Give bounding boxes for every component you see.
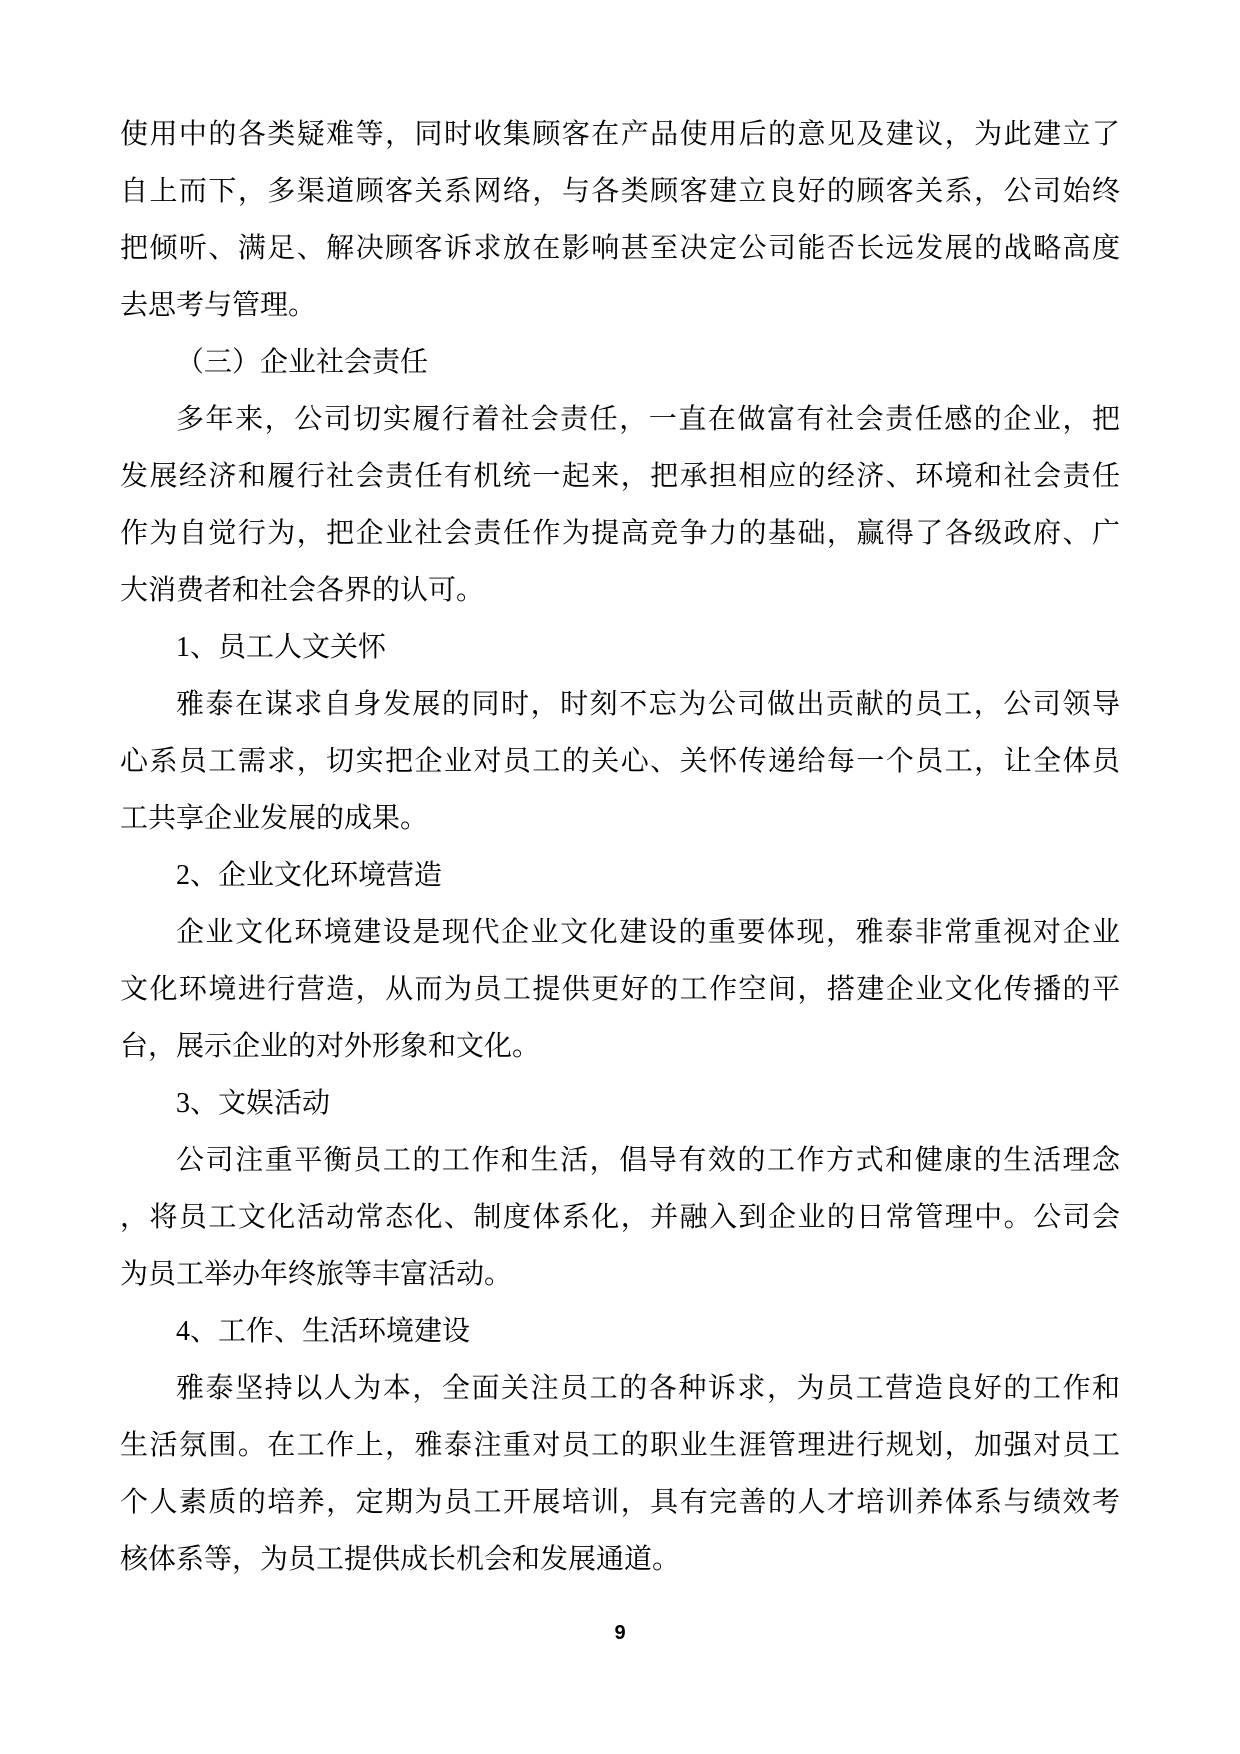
body-text-line: 台，展示企业的对外形象和文化。 (120, 1031, 541, 1062)
body-text-line: 作为自觉行为，把企业社会责任作为提高竞争力的基础，赢得了各级政府、广 (120, 518, 1120, 549)
body-text-line: 核体系等，为员工提供成长机会和发展通道。 (120, 1544, 681, 1575)
body-text-line: ，将员工文化活动常态化、制度体系化，并融入到企业的日常管理中。公司会 (120, 1202, 1120, 1233)
body-text-line: 文化环境进行营造，从而为员工提供更好的工作空间，搭建企业文化传播的平 (120, 974, 1120, 1005)
body-text-line: 去思考与管理。 (120, 290, 317, 321)
body-text-line: 雅泰坚持以人为本，全面关注员工的各种诉求，为员工营造良好的工作和 (176, 1373, 1120, 1404)
body-text-line: 自上而下，多渠道顾客关系网络，与各类顾客建立良好的顾客关系，公司始终 (120, 176, 1120, 207)
heading-line: 4、工作、生活环境建设 (176, 1316, 471, 1347)
body-text-line: 企业文化环境建设是现代企业文化建设的重要体现，雅泰非常重视对企业 (176, 917, 1120, 948)
body-text-line: 发展经济和履行社会责任有机统一起来，把承担相应的经济、环境和社会责任 (120, 461, 1120, 492)
document-body (120, 106, 1120, 1588)
body-text-line: 雅泰在谋求自身发展的同时，时刻不忘为公司做出贡献的员工，公司领导 (176, 689, 1120, 720)
heading-line: 1、员工人文关怀 (176, 632, 387, 663)
heading-line: 2、企业文化环境营造 (176, 860, 443, 891)
body-text-line: 生活氛围。在工作上，雅泰注重对员工的职业生涯管理进行规划，加强对员工 (120, 1430, 1120, 1461)
page-number: 9 (614, 1622, 626, 1644)
body-text-line: 大消费者和社会各界的认可。 (120, 575, 485, 606)
body-text-line: 心系员工需求，切实把企业对员工的关心、关怀传递给每一个员工，让全体员 (120, 746, 1120, 777)
body-text-line: 工共享企业发展的成果。 (120, 803, 429, 834)
body-text-line: 使用中的各类疑难等，同时收集顾客在产品使用后的意见及建议，为此建立了 (120, 119, 1120, 150)
heading-line: 3、文娱活动 (176, 1088, 331, 1119)
heading-line: （三）企业社会责任 (176, 347, 429, 378)
body-text-line: 为员工举办年终旅等丰富活动。 (120, 1259, 513, 1290)
body-text-line: 公司注重平衡员工的工作和生活，倡导有效的工作方式和健康的生活理念 (176, 1145, 1120, 1176)
body-text-line: 把倾听、满足、解决顾客诉求放在影响甚至决定公司能否长远发展的战略高度 (120, 233, 1120, 264)
body-text-line: 多年来，公司切实履行着社会责任，一直在做富有社会责任感的企业，把 (176, 404, 1120, 435)
body-text-line: 个人素质的培养，定期为员工开展培训，具有完善的人才培训养体系与绩效考 (120, 1487, 1120, 1518)
page-footer (0, 1622, 1240, 1645)
